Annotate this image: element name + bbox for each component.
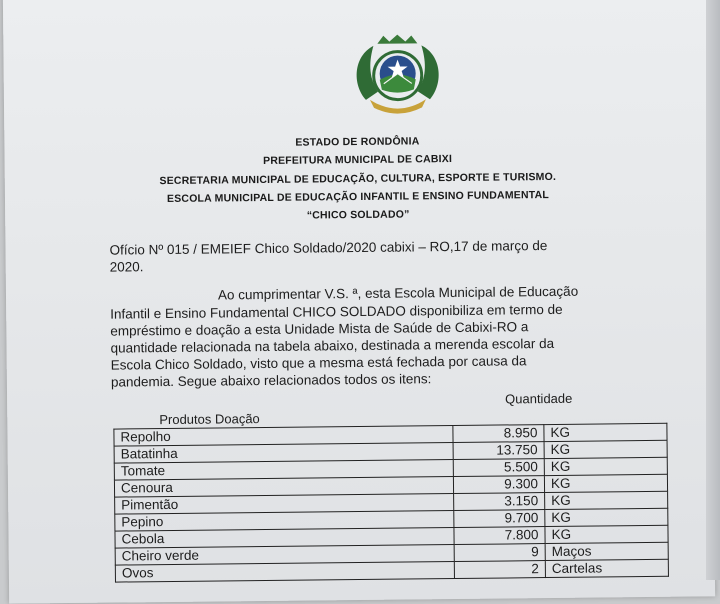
letter-body-line: Ao cumprimentar V.S. ª, esta Escola Municipal de Educação: [217, 283, 579, 303]
unit-cell: KG: [545, 491, 668, 509]
letter-reference-year: 2020.: [109, 259, 144, 275]
letter-reference: Ofício Nº 015 / EMEIEF Chico Soldado/2020 cabixi – RO,17 de março de: [109, 238, 548, 258]
donation-table: [113, 423, 669, 583]
document-page: [3, 0, 715, 604]
unit-cell: KG: [544, 474, 667, 492]
product-cell: Pimentão: [115, 494, 454, 515]
letter-body-line: Infantil e Ensino Fundamental CHICO SOLDADO disponibiliza em termo de: [110, 301, 563, 322]
product-cell: Cenoura: [114, 477, 453, 498]
product-cell: Batatinha: [114, 443, 453, 464]
letter-body-line: empréstimo e doação a esta Unidade Mista de Saúde de Cabixi-RO a: [110, 319, 529, 339]
quantity-cell: 5.500: [453, 459, 544, 477]
product-cell: Cheiro verde: [115, 545, 454, 566]
unit-cell: KG: [544, 440, 667, 458]
quantity-cell: 7.800: [454, 527, 545, 545]
header-school-name: “CHICO SOLDADO”: [306, 208, 410, 222]
letter-body-line: Escola Chico Soldado, visto que a mesma está fechada por causa da: [110, 353, 527, 373]
unit-cell: KG: [545, 508, 668, 526]
product-cell: Ovos: [115, 562, 454, 583]
unit-cell: KG: [544, 423, 667, 441]
quantity-cell: 8.950: [453, 425, 544, 443]
page-edge-shadow: [706, 0, 720, 580]
header-school: ESCOLA MUNICIPAL DE EDUCAÇÃO INFANTIL E ENSINO FUNDAMENTAL: [166, 189, 550, 206]
table-header-product: Produtos Doação: [159, 411, 260, 428]
header-state: ESTADO DE RONDÔNIA: [295, 135, 420, 149]
header-secretariat: SECRETARIA MUNICIPAL DE EDUCAÇÃO, CULTURA, ESPORTE E TURISMO.: [159, 170, 557, 188]
product-cell: Cebola: [115, 528, 454, 549]
product-cell: Repolho: [114, 426, 453, 447]
product-cell: Tomate: [114, 460, 453, 481]
unit-cell: KG: [544, 457, 667, 475]
unit-cell: Cartelas: [545, 559, 668, 577]
quantity-cell: 13.750: [453, 442, 544, 460]
table-header-quantity: Quantidade: [505, 390, 573, 407]
letter-body-line: pandemia. Segue abaixo relacionados todos os itens:: [110, 371, 432, 390]
unit-cell: Maços: [545, 542, 668, 560]
header-prefecture: PREFEITURA MUNICIPAL DE CABIXI: [263, 153, 453, 167]
unit-cell: KG: [545, 525, 668, 543]
letter-body-line: quantidade relacionada na tabela abaixo, destinada a merenda escolar da: [110, 335, 555, 356]
quantity-cell: 9: [454, 544, 545, 562]
quantity-cell: 9.300: [453, 476, 544, 494]
coat-of-arms-icon: [347, 33, 448, 118]
product-cell: Pepino: [115, 511, 454, 532]
quantity-cell: 9.700: [454, 510, 545, 528]
quantity-cell: 2: [454, 561, 545, 579]
quantity-cell: 3.150: [454, 493, 545, 511]
